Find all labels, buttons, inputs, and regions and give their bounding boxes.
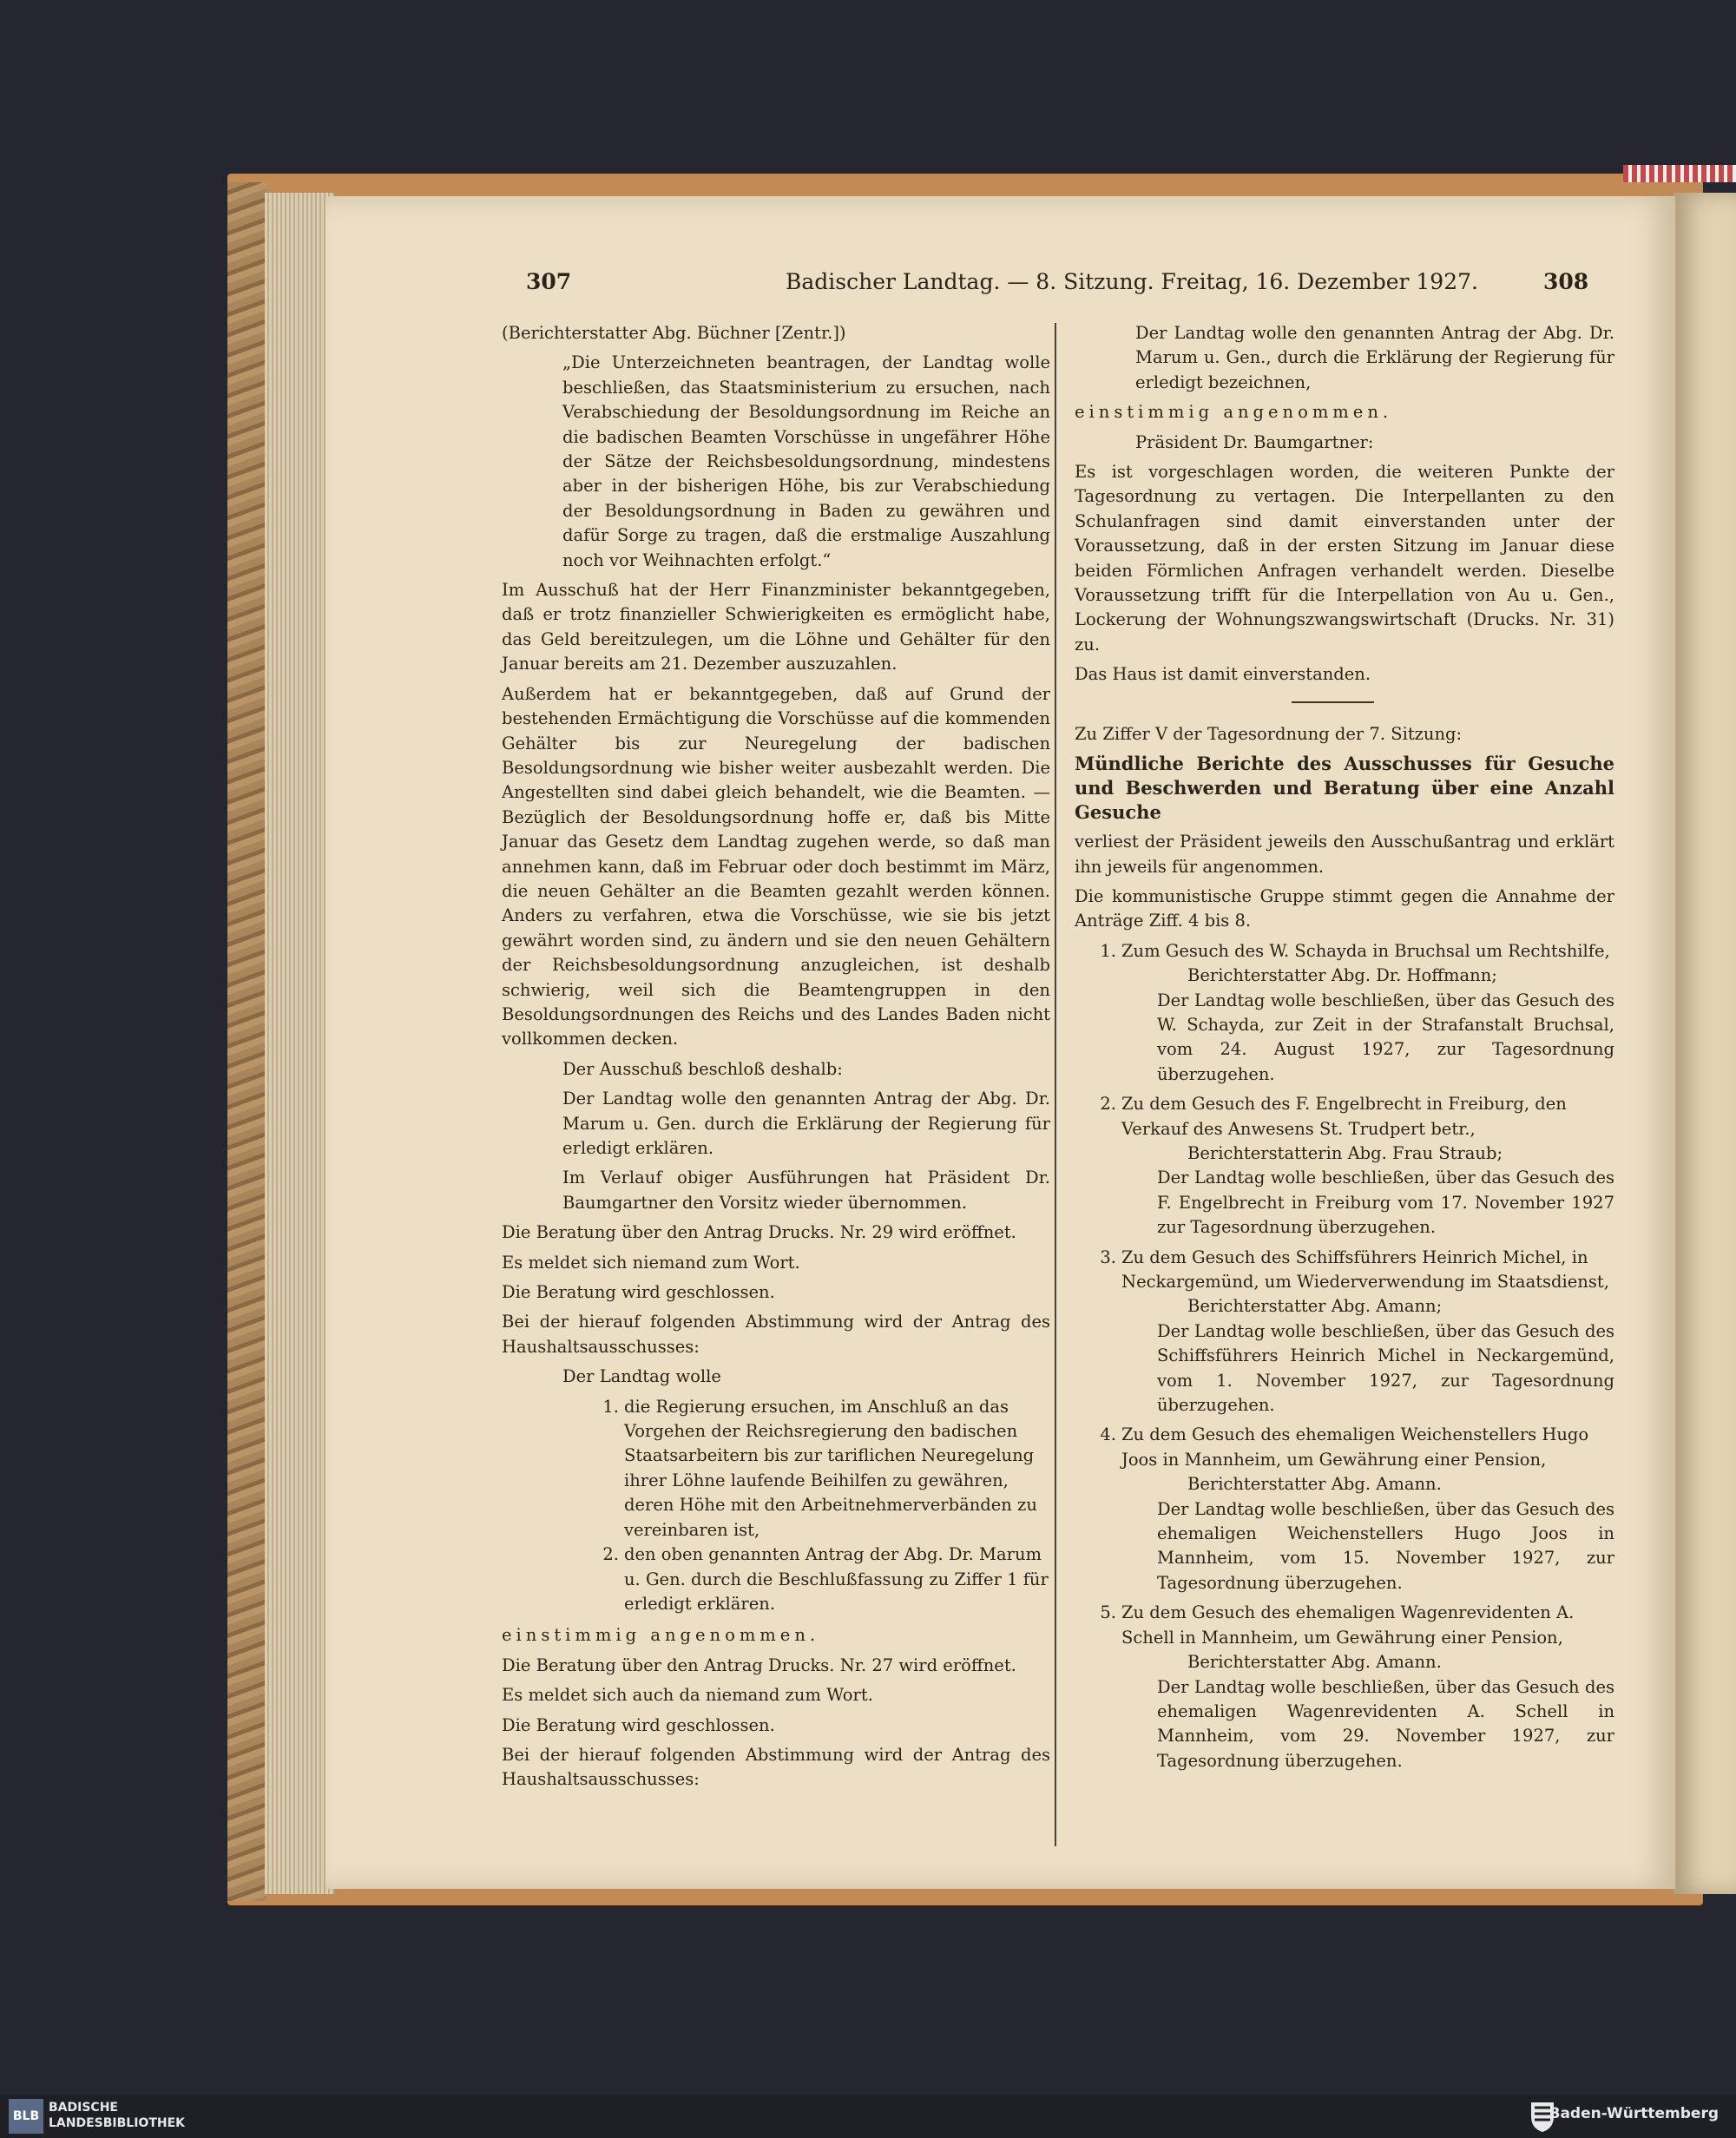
quoted-motion: „Die Unterzeichneten beantragen, der Landtag wolle beschließen, das Staatsministerium zu ersuchen, nach Verabschiedung der Besoldungsordnung im Reiche an die badischen Beamten Vorschüsse in ungefährer Höhe der Sätze der Reichsbesoldungsordnung, mindestens aber in der bisherigen Höhe, bis zur Verabschiedung der Besoldungsordnung in Baden zu gewähren und dafür Sorge zu tragen, daß die erstmalige Auszahlung noch vor Weihnachten erfolgt.“	[562, 352, 1050, 570]
state-label: Baden-Württemberg	[1549, 2105, 1719, 2122]
bookmark-ribbon	[1623, 165, 1736, 182]
library-logo: BLB	[9, 2099, 43, 2134]
paragraph: Die kommunistische Gruppe stimmt gegen die Annahme der Anträge Ziff. 4 bis 8.	[1075, 885, 1614, 931]
rapporteur: Berichterstatter Abg. Amann.	[1187, 1652, 1442, 1673]
petition-item: 3. Zu dem Gesuch des Schiffsführers Heinrich Michel, in Neckargemünd, um Wiederverwendung im Staatsdienst, Berichterstatter Abg. Amann; Der Landtag wolle beschließen, über das Gesuch des Schiffsführers Heinrich Michel in Neckargemünd, vom 1. November 1927, zur Tagesordnung überzugehen.	[1075, 1246, 1614, 1418]
marbled-edge	[227, 182, 266, 1901]
paragraph: Die Beratung wird geschlossen.	[502, 1282, 775, 1303]
rapporteur: Berichterstatter Abg. Dr. Hoffmann;	[1187, 965, 1497, 986]
speaker-heading: Präsident Dr. Baumgartner:	[1135, 431, 1374, 452]
page-edges	[265, 193, 334, 1894]
rapporteur: Berichterstatter Abg. Amann.	[1187, 1474, 1442, 1495]
paragraph: Die Beratung über den Antrag Drucks. Nr. 27 wird eröffnet.	[502, 1654, 1016, 1675]
paragraph: Es meldet sich auch da niemand zum Wort.	[502, 1685, 873, 1706]
speaker-note: (Berichterstatter Abg. Büchner [Zentr.])	[502, 323, 846, 343]
vote-result: einstimmig angenommen.	[502, 1625, 820, 1646]
agenda-ref: Zu Ziffer V der Tagesordnung der 7. Sitzung:	[1075, 723, 1463, 744]
page-number-left: 307	[526, 269, 572, 294]
page-number-right: 308	[1543, 269, 1589, 294]
paragraph: Das Haus ist damit einverstanden.	[1075, 664, 1371, 685]
running-title: Badischer Landtag. — 8. Sitzung. Freitag, 16. Dezember 1927.	[786, 269, 1478, 294]
resolution: Der Landtag wolle beschließen, über das Gesuch des W. Schayda, zur Zeit in der Strafanstalt Bruchsal, vom 24. August 1927, zur Tagesordnung überzugehen.	[1157, 990, 1614, 1084]
paragraph: Die Beratung über den Antrag Drucks. Nr. 29 wird eröffnet.	[502, 1222, 1016, 1243]
section-rule	[1292, 701, 1374, 703]
petition-item: 2. Zu dem Gesuch des F. Engelbrecht in Freiburg, den Verkauf des Anwesens St. Trudpert betr., Berichterstatterin Abg. Frau Straub; Der Landtag wolle beschließen, über das Gesuch des F. Engelbrecht in Freiburg vom 17. November 1927 zur Tagesordnung überzugehen.	[1075, 1092, 1614, 1240]
petition-item: 1. Zum Gesuch des W. Schayda in Bruchsal um Rechtshilfe, Berichterstatter Abg. Dr. Hoffmann; Der Landtag wolle beschließen, über das Gesuch des W. Schayda, zur Zeit in der Strafanstalt Bruchsal, vom 24. August 1927, zur Tagesordnung überzugehen.	[1075, 939, 1614, 1087]
footer-bar	[0, 2095, 1736, 2138]
paragraph: Es meldet sich niemand zum Wort.	[502, 1252, 800, 1273]
resolution: Der Landtag wolle den genannten Antrag der Abg. Dr. Marum u. Gen., durch die Erklärung der Regierung für erledigt bezeichnen,	[1135, 323, 1614, 392]
paragraph: Im Ausschuß hat der Herr Finanzminister bekanntgegeben, daß er trotz finanzieller Schwierigkeiten es ermöglicht habe, das Geld bereitzulegen, um die Löhne und Gehälter für den Januar bereits am 21. Dezember auszuzahlen.	[502, 580, 1050, 674]
paragraph: Der Landtag wolle	[562, 1366, 721, 1387]
rapporteur: Berichterstatter Abg. Amann;	[1187, 1296, 1443, 1317]
paragraph: Bei der hierauf folgenden Abstimmung wird der Antrag des Haushaltsausschusses:	[502, 1744, 1050, 1790]
paragraph: Die Beratung wird geschlossen.	[502, 1714, 775, 1735]
rapporteur: Berichterstatterin Abg. Frau Straub;	[1187, 1142, 1503, 1163]
paragraph: Im Verlauf obiger Ausführungen hat Präsident Dr. Baumgartner den Vorsitz wieder übernommen.	[562, 1168, 1050, 1213]
column-divider	[1055, 323, 1056, 1846]
paragraph: verliest der Präsident jeweils den Ausschußantrag und erklärt ihn jeweils für angenommen.	[1075, 832, 1614, 877]
resolution: Der Landtag wolle den genannten Antrag der Abg. Dr. Marum u. Gen. durch die Erklärung der Regierung für erledigt erklären.	[562, 1089, 1050, 1158]
facing-page-edge	[1674, 193, 1736, 1894]
resolution: Der Landtag wolle beschließen, über das Gesuch des Schiffsführers Heinrich Michel in Neckargemünd, vom 1. November 1927, zur Tagesordnung überzugehen.	[1157, 1320, 1614, 1416]
paragraph: Bei der hierauf folgenden Abstimmung wird der Antrag des Haushaltsausschusses:	[502, 1312, 1050, 1357]
petition-list	[1075, 939, 1614, 1773]
resolution: Der Landtag wolle beschließen, über das Gesuch des ehemaligen Weichenstellers Hugo Joos in Mannheim, vom 15. November 1927, zur Tagesordnung überzugehen.	[1157, 1498, 1614, 1593]
list-item: 2. den oben genannten Antrag der Abg. Dr. Marum u. Gen. durch die Beschlußfassung zu Ziffer 1 für erledigt erklären.	[602, 1544, 1049, 1614]
library-name: BADISCHE LANDESBIBLIOTHEK	[49, 2101, 186, 2130]
paragraph: Es ist vorgeschlagen worden, die weiteren Punkte der Tagesordnung zu vertagen. Die Interpellanten zu den Schulanfragen sind damit einverstanden unter der Voraussetzung, daß in der ersten Sitzung im Januar diese beiden Förmlichen Anfragen verhandelt werden. Dieselbe Voraussetzung trifft für die Interpellation von Au u. Gen., Lockerung der Wohnungszwangswirtschaft (Drucks. Nr. 31) zu.	[1075, 462, 1614, 655]
resolution: Der Landtag wolle beschließen, über das Gesuch des ehemaligen Wagenrevidenten A. Schell in Mannheim, vom 29. November 1927, zur Tagesordnung überzugehen.	[1157, 1676, 1614, 1771]
paragraph: Außerdem hat er bekanntgegeben, daß auf Grund der bestehenden Ermächtigung die Vorschüsse auf die kommenden Gehälter bis zur Neuregelung der badischen Besoldungsordnung wie bisher weiter ausbezahlt werden. Die Angestellten sind dabei gleich behandelt, wie die Beamten. — Bezüglich der Besoldungsordnung hoffe er, daß bis Mitte Januar das Gesetz dem Landtag zugehen werde, so daß man annehmen kann, daß im Februar oder doch bestimmt im März, die neuen Gehälter an die Beamten gezahlt werden können. Anders zu verfahren, etwa die Vorschüsse, wie sie bis jetzt gewährt worden sind, zu ändern und sie den neuen Gehältern der Reichsbesoldungsordnung anzugleichen, ist deshalb schwierig, weil sich die Beamtengruppen in den Besoldungsordnungen des Reichs und des Landes Baden nicht vollkommen decken.	[502, 683, 1050, 1049]
vote-result: einstimmig angenommen.	[1075, 402, 1393, 423]
right-column	[1075, 321, 1614, 1779]
left-column	[502, 321, 1050, 1798]
resolution: Der Landtag wolle beschließen, über das Gesuch des F. Engelbrecht in Freiburg vom 17. November 1927 zur Tagesordnung überzugehen.	[1157, 1168, 1614, 1238]
petition-item: 5. Zu dem Gesuch des ehemaligen Wagenrevidenten A. Schell in Mannheim, um Gewährung einer Pension, Berichterstatter Abg. Amann. Der Landtag wolle beschließen, über das Gesuch des ehemaligen Wagenrevidenten A. Schell in Mannheim, vom 29. November 1927, zur Tagesordnung überzugehen.	[1075, 1601, 1614, 1773]
paragraph: Der Ausschuß beschloß deshalb:	[562, 1058, 843, 1079]
list-item: 1. die Regierung ersuchen, im Anschluß an das Vorgehen der Reichsregierung den badischen Staatsarbeitern bis zur tariflichen Neuregelung ihrer Löhne laufende Beihilfen zu gewähren, deren Höhe mit den Arbeitnehmerverbänden zu vereinbaren ist,	[602, 1396, 1037, 1540]
section-heading: Mündliche Berichte des Ausschusses für Gesuche und Beschwerden und Beratung über eine Anzahl Gesuche	[1075, 753, 1614, 824]
petition-item: 4. Zu dem Gesuch des ehemaligen Weichenstellers Hugo Joos in Mannheim, um Gewährung einer Pension, Berichterstatter Abg. Amann. Der Landtag wolle beschließen, über das Gesuch des ehemaligen Weichenstellers Hugo Joos in Mannheim, vom 15. November 1927, zur Tagesordnung überzugehen.	[1075, 1423, 1614, 1595]
